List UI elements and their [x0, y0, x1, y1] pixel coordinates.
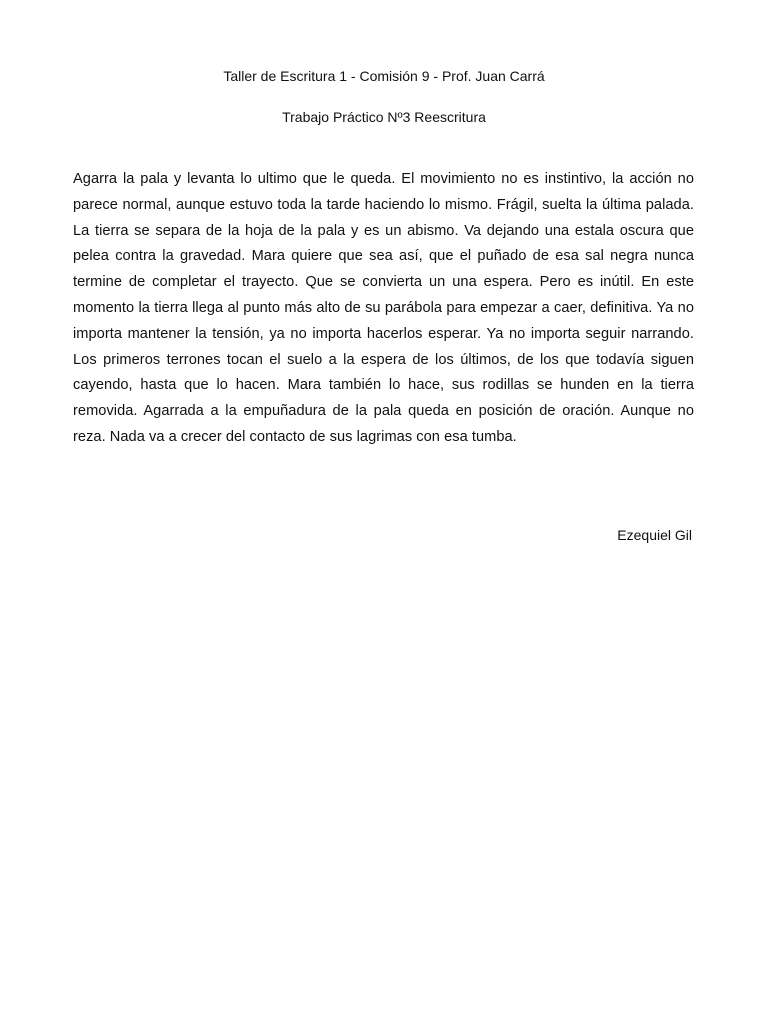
story-paragraph: Agarra la pala y levanta lo ultimo que le queda. El movimiento no es instintivo, la acción no parece normal, aunque estuvo toda la tarde haciendo lo mismo. Frágil, suelta la última palada. La tierra se separa de la hoja de la pala y es un abismo. Va dejando una estala oscura que pelea contra la gravedad. Mara quiere que sea así, que el puñado de esa sal negra nunca termine de completar el trayecto. Que se convierta un una espera. Pero es inútil. En este momento la tierra llega al punto más alto de su parábola para empezar a caer, definitiva. Ya no importa mantener la tensión, ya no importa hacerlos esperar. Ya no importa seguir narrando. Los primeros terrones tocan el suelo a la espera de los últimos, de los que todavía siguen cayendo, hasta que lo hacen. Mara también lo hace, sus rodillas se hunden en la tierra removida. Agarrada a la empuñadura de la pala queda en posición de oración. Aunque no reza. Nada va a crecer del contacto de sus lagrimas con esa tumba.: [73, 171, 694, 445]
author-signature: Ezequiel Gil: [617, 527, 692, 543]
assignment-title: Trabajo Práctico Nº3 Reescritura: [282, 109, 486, 125]
course-header: Taller de Escritura 1 - Comisión 9 - Prof. Juan Carrá: [223, 68, 545, 84]
